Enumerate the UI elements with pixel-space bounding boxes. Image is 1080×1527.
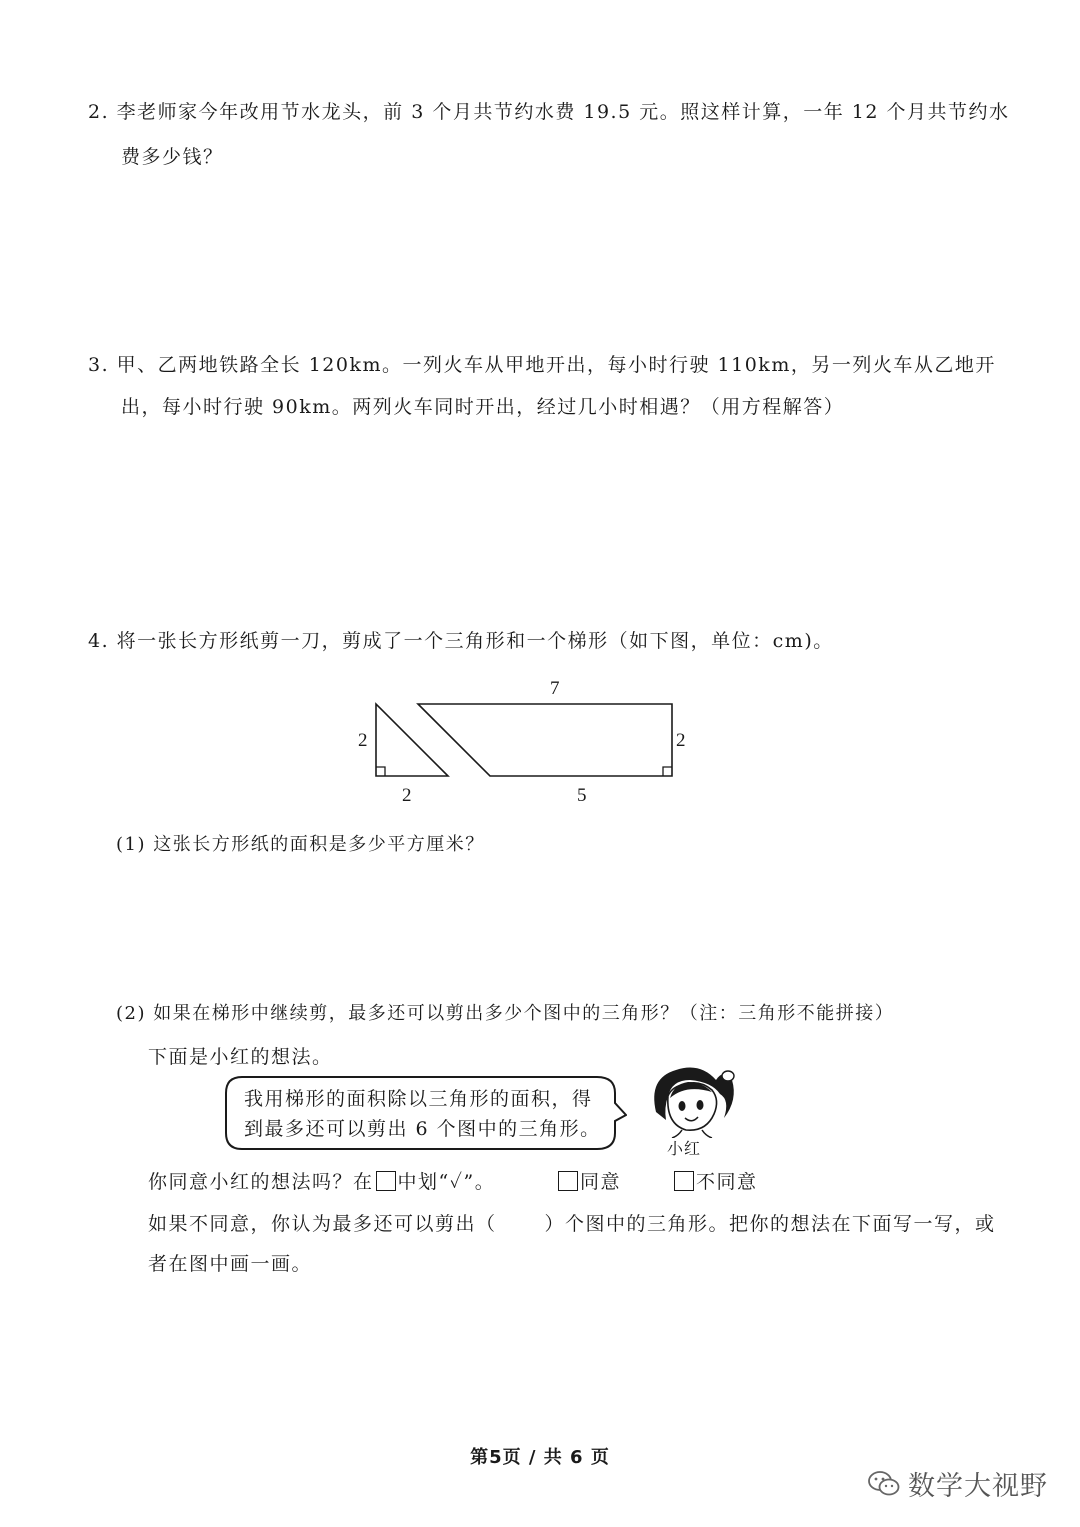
trapezoid-top-label: 7 — [550, 678, 560, 699]
q2-line1: 2. 李老师家今年改用节水龙头，前 3 个月共节约水费 19.5 元。照这样计算，一年 12 个月共节约水 — [88, 101, 1010, 123]
disagree-checkbox[interactable] — [674, 1171, 694, 1191]
q4-intro: 4. 将一张长方形纸剪一刀，剪成了一个三角形和一个梯形（如下图，单位：cm)。 — [88, 630, 834, 652]
trapezoid-shape — [418, 704, 672, 776]
agree-question-text-b: 中划“✓”。 — [397, 1171, 496, 1193]
bubble-line1: 我用梯形的面积除以三角形的面积，得 — [244, 1088, 593, 1110]
disagree-option[interactable] — [672, 1167, 758, 1194]
triangle-shape — [376, 704, 448, 776]
agree-checkbox[interactable] — [558, 1171, 578, 1191]
q4-part2-line2: 下面是小红的想法。 — [148, 1046, 333, 1068]
agree-label: 同意 — [580, 1171, 622, 1193]
q3-line2: 出，每小时行驶 90km。两列火车同时开出，经过几小时相遇？（用方程解答） — [121, 396, 845, 418]
trapezoid-right-angle-mark — [663, 767, 672, 776]
agree-question-text-a: 你同意小红的想法吗？在 — [148, 1171, 374, 1193]
agree-question-row — [148, 1167, 495, 1194]
disagree-label: 不同意 — [696, 1171, 758, 1193]
q4-part1: (1) 这张长方形纸的面积是多少平方厘米？ — [116, 834, 485, 855]
sample-checkbox — [376, 1171, 396, 1191]
girl-illustration — [642, 1060, 742, 1138]
page-number: 第5页 / 共 6 页 — [470, 1447, 610, 1468]
disagree-line1 — [148, 1209, 996, 1236]
triangle-height-label: 2 — [358, 730, 368, 751]
disagree-line2: 者在图中画一画。 — [148, 1253, 313, 1275]
bubble-line2: 到最多还可以剪出 6 个图中的三角形。 — [244, 1118, 601, 1140]
agree-option[interactable] — [556, 1167, 621, 1194]
triangle-right-angle-mark — [376, 767, 385, 776]
q3-line1: 3. 甲、乙两地铁路全长 120km。一列火车从甲地开出，每小时行驶 110km，另一列火车从乙地开 — [88, 354, 996, 376]
q4-part2: (2) 如果在梯形中继续剪，最多还可以剪出多少个图中的三角形？（注：三角形不能拼接） — [116, 1003, 895, 1024]
watermark — [868, 1464, 1048, 1503]
wechat-icon — [868, 1470, 900, 1498]
trapezoid-bottom-label: 5 — [577, 785, 587, 806]
trapezoid-height-label: 2 — [676, 730, 686, 751]
q2-line2: 费多少钱？ — [121, 146, 224, 168]
disagree-line1-a: 如果不同意，你认为最多还可以剪出（ — [148, 1213, 497, 1235]
triangle-base-label: 2 — [402, 785, 412, 806]
watermark-text: 数学大视野 — [908, 1471, 1048, 1502]
character-name: 小红 — [667, 1139, 702, 1158]
cut-rectangle-figure — [340, 672, 720, 812]
disagree-line1-b: ）个图中的三角形。把你的想法在下面写一写，或 — [544, 1213, 996, 1235]
